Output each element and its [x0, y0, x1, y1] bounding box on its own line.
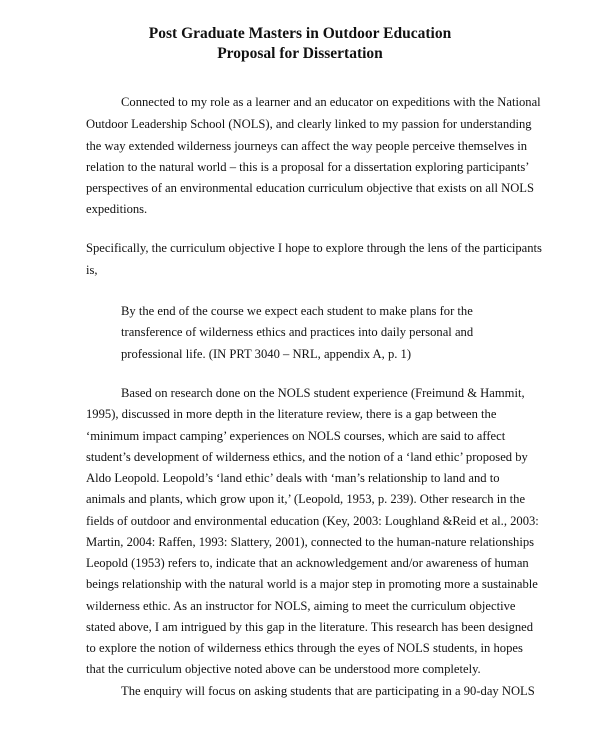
paragraph-line: wilderness ethic. As an instructor for NOLS, aiming to meet the curriculum objective — [86, 599, 516, 613]
paragraph-line: animals and plants, which grow upon it,’ (Leopold, 1953, p. 239). Other research in the — [86, 492, 526, 506]
paragraph-line: ‘minimum impact camping’ experiences on NOLS courses, which are said to affect — [86, 429, 506, 443]
paragraph-line: Leopold (1953) refers to, indicate that an acknowledgement and/or awareness of human — [86, 556, 529, 570]
paragraph-line: The enquiry will focus on asking students that are participating in a 90-day NOLS — [121, 684, 535, 698]
paragraph-line: stated above, I am intrigued by this gap in the literature. This research has been designed — [86, 620, 534, 634]
paragraph-line: Martin, 2004: Raffen, 1993: Slattery, 2001), connected to the human-nature relationships — [86, 535, 535, 549]
block-quote-line: transference of wilderness ethics and practices into daily personal and — [121, 325, 474, 339]
paragraph-line: perspectives of an environmental education curriculum objective that exists on all NOLS — [86, 181, 534, 195]
block-quote-line: By the end of the course we expect each student to make plans for the — [121, 304, 473, 318]
paragraph-line: that the curriculum objective noted above can be understood more completely. — [86, 662, 481, 676]
paragraph-line: student’s development of wilderness ethics, and the notion of a ‘land ethic’ proposed by — [86, 450, 528, 464]
paragraph-line: expeditions. — [86, 202, 148, 216]
paragraph-line: the way extended wilderness journeys can affect the way people perceive themselves in — [86, 139, 528, 153]
paragraph-line: beings relationship with the natural world is a major step in promoting more a sustainable — [86, 577, 538, 591]
block-quote-line: professional life. (IN PRT 3040 – NRL, appendix A, p. 1) — [121, 347, 412, 361]
paragraph-line: fields of outdoor and environmental education (Key, 2003: Loughland &Reid et al., 2003: — [86, 514, 539, 528]
paragraph-line: 1995), discussed in more depth in the literature review, there is a gap between the — [86, 407, 497, 421]
document-subtitle: Proposal for Dissertation — [217, 45, 383, 62]
paragraph-line: Outdoor Leadership School (NOLS), and clearly linked to my passion for understanding — [86, 117, 532, 131]
paragraph-line: Connected to my role as a learner and an educator on expeditions with the National — [121, 95, 541, 109]
paragraph-line: Aldo Leopold. Leopold’s ‘land ethic’ deals with ‘man’s relationship to land and to — [86, 471, 500, 485]
paragraph-line: relation to the natural world – this is a proposal for a dissertation exploring participants’ — [86, 160, 530, 174]
paragraph-line: is, — [86, 263, 98, 277]
paragraph-line: to explore the notion of wilderness ethics through the eyes of NOLS students, in hopes — [86, 641, 523, 655]
document-title: Post Graduate Masters in Outdoor Education — [148, 25, 452, 42]
paragraph-line: Specifically, the curriculum objective I hope to explore through the lens of the participants — [86, 241, 542, 255]
paragraph-line: Based on research done on the NOLS student experience (Freimund & Hammit, — [121, 386, 525, 400]
